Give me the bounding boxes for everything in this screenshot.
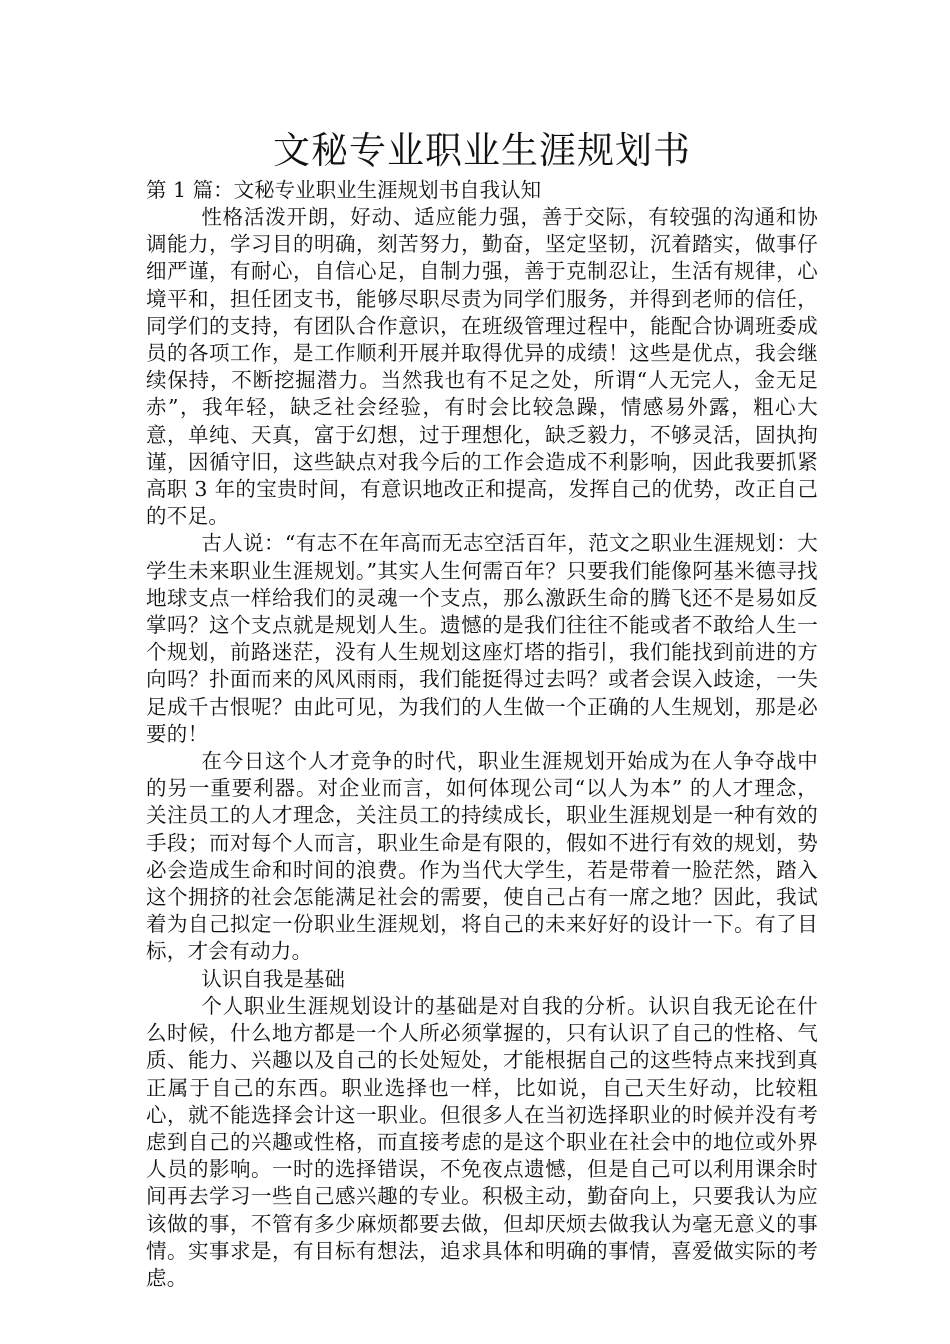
document-page: [146, 126, 818, 1292]
paragraph-ancient-saying: 古人说：“有志不在年高而无志空活百年，范文之职业生涯规划：大学生未来职业生涯规划。”其实人生何需百年？只要我们能像阿基米德寻找地球支点一样给我们的灵魂一个支点，那么激跃生命的腾飞还不是易如反掌吗？这个支点就是规划人生。遗憾的是我们往往不能或者不敢给人生一个规划，前路迷茫，没有人生规划这座灯塔的指引，我们能找到前进的方向吗？扑面而来的风风雨雨，我们能挺得过去吗？或者会误入歧途，一失足成千古恨呢？由此可见，为我们的人生做一个正确的人生规划，那是必要的！: [146, 531, 818, 746]
document-subtitle: 第 1 篇：文秘专业职业生涯规划书自我认知: [146, 178, 542, 202]
section-heading: 认识自我是基础: [201, 966, 345, 991]
paragraph-talent-competition: 在今日这个人才竞争的时代，职业生涯规划开始成为在人争夺战中的另一重要利器。对企业而言，如何体现公司“以人为本” 的人才理念，关注员工的人才理念，关注员工的持续成长，职业生涯规划是一种有效的手段；而对每个人而言，职业生命是有限的，假如不进行有效的规划，势必会造成生命和时间的浪费。作为当代大学生，若是带着一脸茫然，踏入这个拥挤的社会怎能满足社会的需要，使自己占有一席之地？因此，我试着为自己拟定一份职业生涯规划，将自己的未来好好的设计一下。有了目标，才会有动力。: [146, 749, 818, 964]
paragraph-self-assessment: 性格活泼开朗，好动、适应能力强，善于交际，有较强的沟通和协调能力，学习目的明确，刻苦努力，勤奋，坚定坚韧，沉着踏实，做事仔细严谨，有耐心，自信心足，自制力强，善于克制忍让，生活有规律，心境平和，担任团支书，能够尽职尽责为同学们服务，并得到老师的信任，同学们的支持，有团队合作意识，在班级管理过程中，能配合协调班委成员的各项工作，是工作顺利开展并取得优异的成绩！这些是优点，我会继续保持，不断挖掘潜力。当然我也有不足之处，所谓“人无完人，金无足赤”，我年轻，缺乏社会经验，有时会比较急躁，情感易外露，粗心大意，单纯、天真，富于幻想，过于理想化，缺乏毅力，不够灵活，固执拘谨，因循守旧，这些缺点对我今后的工作会造成不利影响，因此我要抓紧高职 3 年的宝贵时间，有意识地改正和提高，发挥自己的优势，改正自己的不足。: [146, 205, 818, 529]
paragraph-self-knowledge: 个人职业生涯规划设计的基础是对自我的分析。认识自我无论在什么时候，什么地方都是一个人所必须掌握的，只有认识了自己的性格、气质、能力、兴趣以及自己的长处短处，才能根据自己的这些特点来找到真正属于自己的东西。职业选择也一样，比如说，自己天生好动，比较粗心，就不能选择会计这一职业。但很多人在当初选择职业的时候并没有考虑到自己的兴趣或性格，而直接考虑的是这个职业在社会中的地位或外界人员的影响。一时的选择错误，不免夜点遗憾，但是自己可以利用课余时间再去学习一些自己感兴趣的专业。积极主动，勤奋向上，只要我认为应该做的事，不管有多少麻烦都要去做，但却厌烦去做我认为毫无意义的事情。实事求是，有目标有想法，追求具体和明确的事情，喜爱做实际的考虑。: [146, 993, 818, 1290]
document-title: 文秘专业职业生涯规划书: [273, 129, 691, 172]
